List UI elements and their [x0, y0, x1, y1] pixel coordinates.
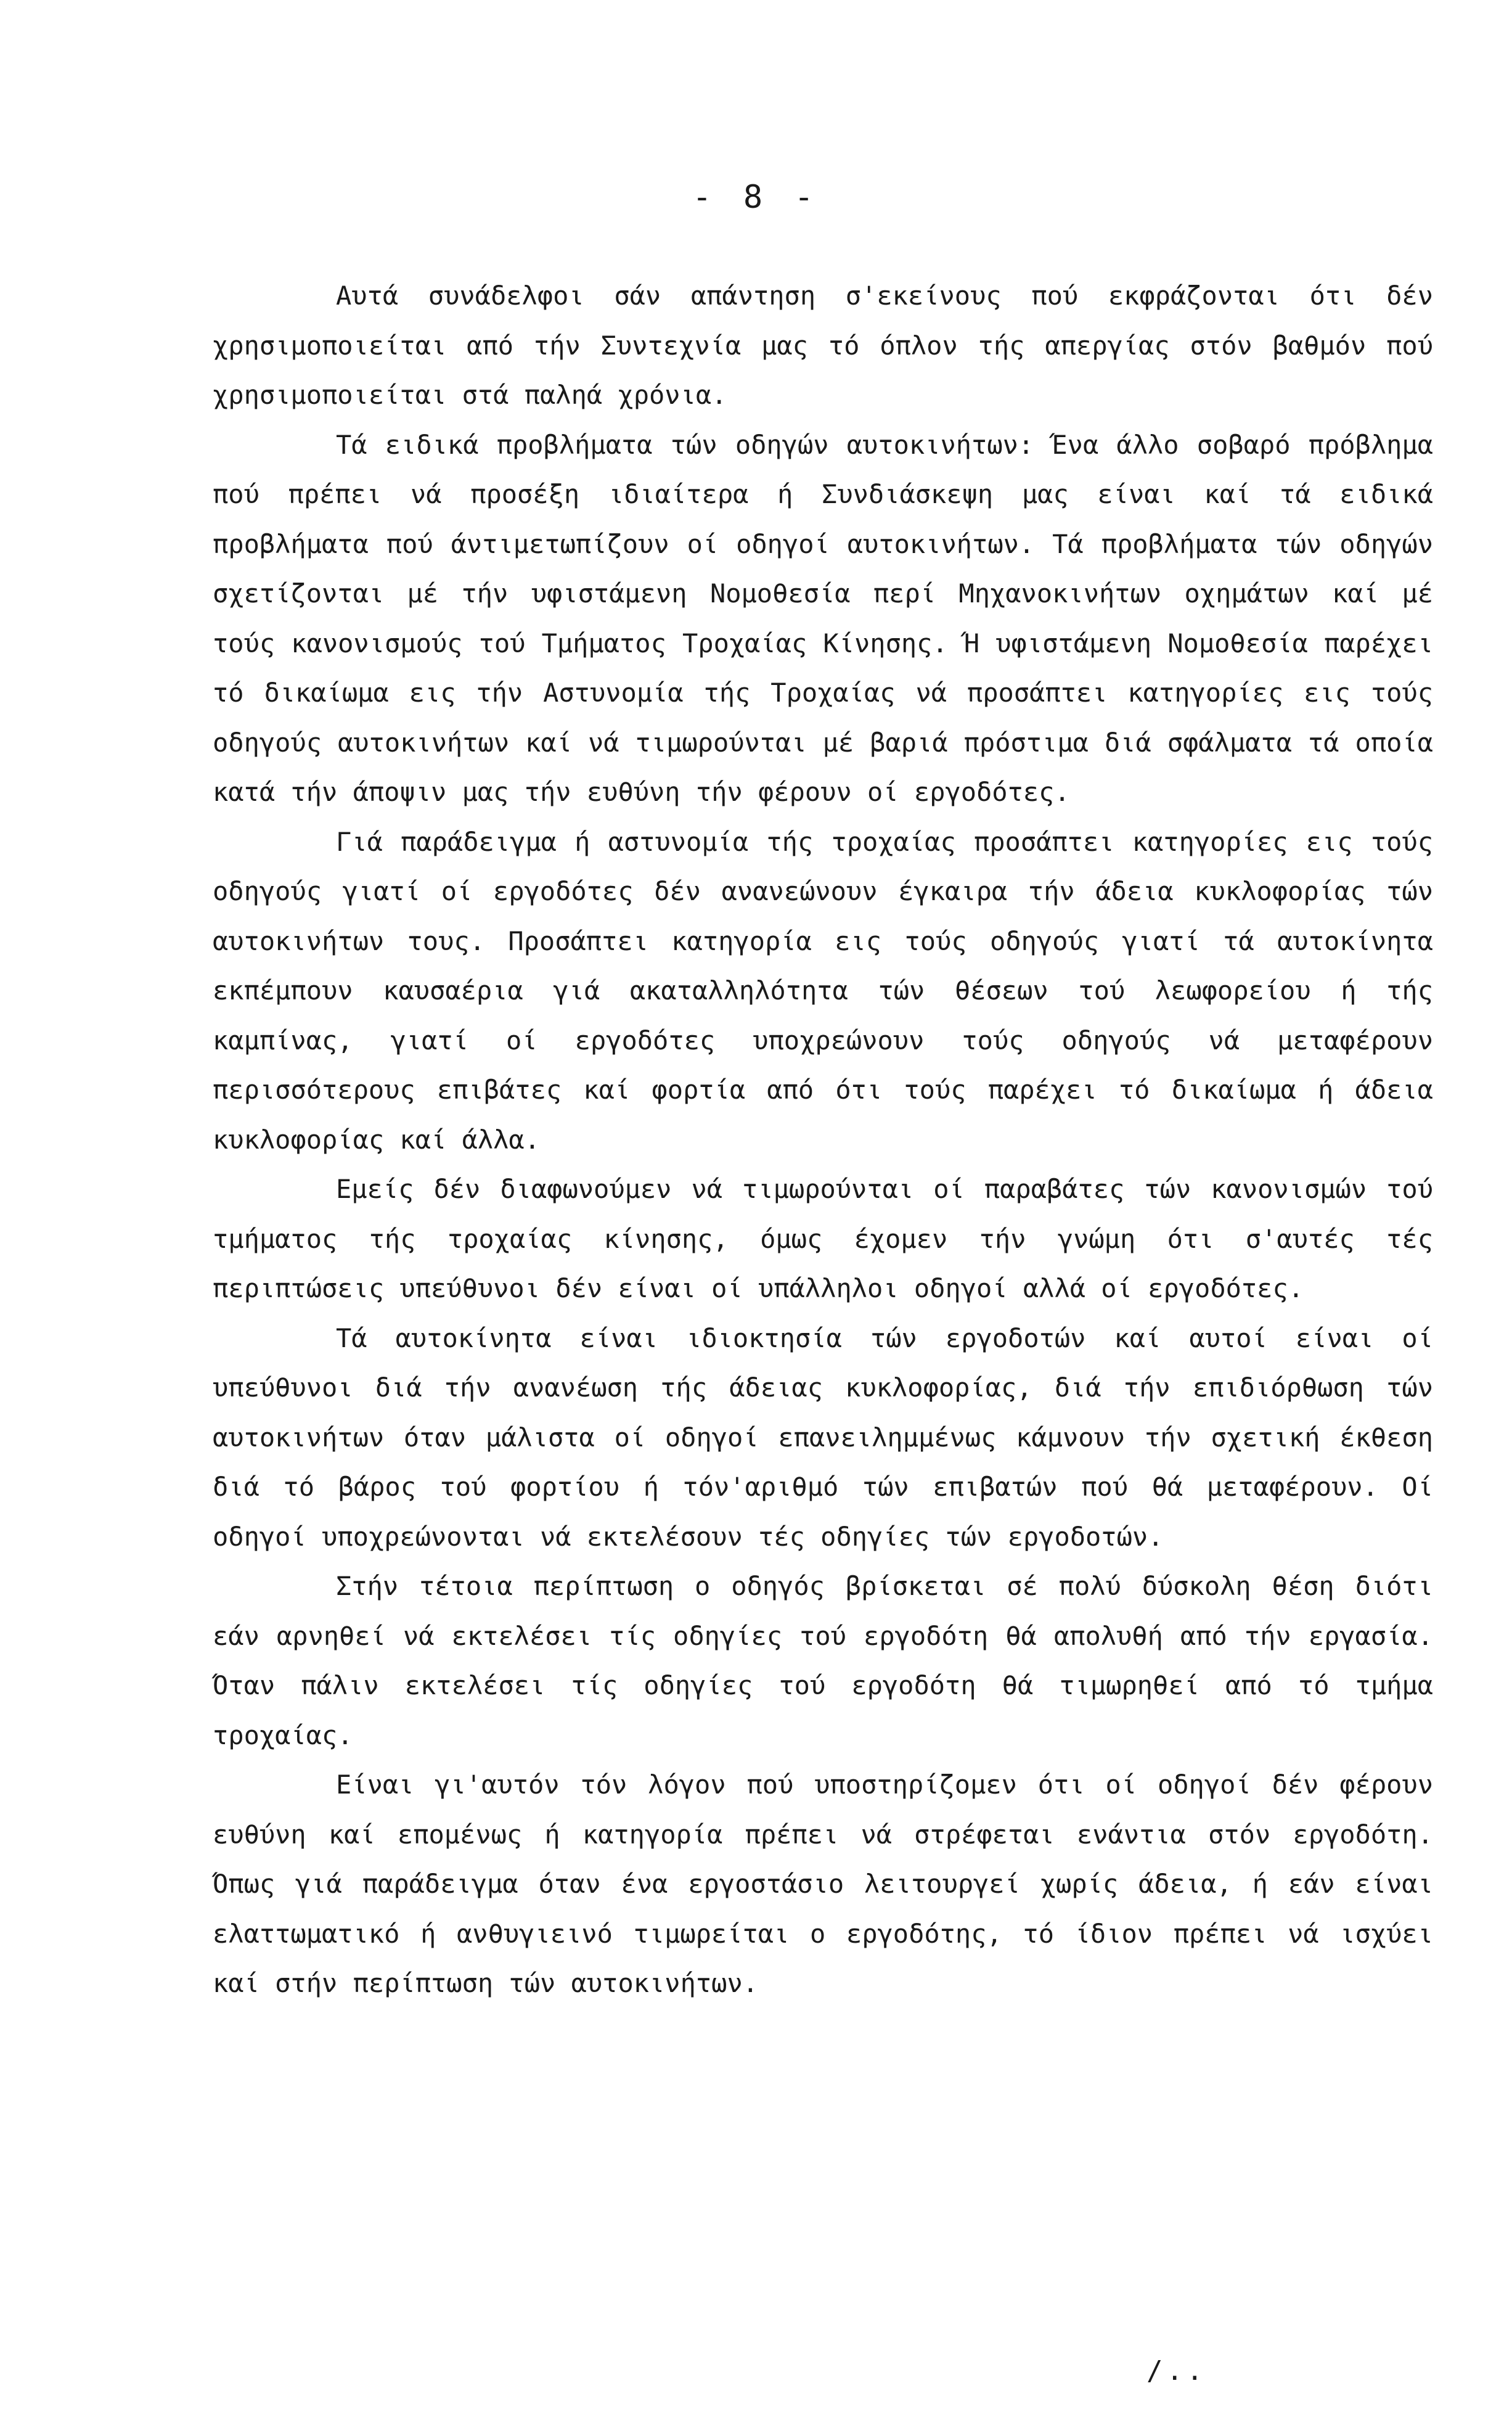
document-body	[213, 271, 1433, 2009]
page-number: - 8 -	[692, 179, 820, 216]
paragraph-4: Εμείς δέν διαφωνούμεν νά τιμωρούνται οί παραβάτες τών κανονισμών τού τμήματος τής τροχαίας κίνησης, όμως έχομεν τήν γνώμη ότι σ'αυτές τές περιπτώσεις υπεύθυνοι δέν είναι οί υπάλληλοι οδηγοί αλλά οί εργοδότες.	[213, 1174, 1433, 1303]
paragraph-6: Στήν τέτοια περίπτωση ο οδηγός βρίσκεται σέ πολύ δύσκολη θέση διότι εάν αρνηθεί νά εκτελέσει τίς οδηγίες τού εργοδότη θά απολυθή από τήν εργασία. Όταν πάλιν εκτελέσει τίς οδηγίες τού εργοδότη θά τιμωρηθεί από τό τμήμα τροχαίας.	[213, 1571, 1433, 1750]
paragraph-1: Αυτά συνάδελφοι σάν απάντηση σ'εκείνους πού εκφράζονται ότι δέν χρησιμοποιείται από τήν Συντεχνία μας τό όπλον τής απεργίας στόν βαθμόν πού χρησιμοποιείται στά παληά χρόνια.	[213, 281, 1433, 410]
paragraph-7: Είναι γι'αυτόν τόν λόγον πού υποστηρίζομεν ότι οί οδηγοί δέν φέρουν ευθύνη καί επομένως ή κατηγορία πρέπει νά στρέφεται ενάντια στόν εργοδότη. Όπως γιά παράδειγμα όταν ένα εργοστάσιο λειτουργεί χωρίς άδεια, ή εάν είναι ελαττωματικό ή ανθυγιεινό τιμωρείται ο εργοδότης, τό ίδιον πρέπει νά ισχύει καί στήν περίπτωση τών αυτοκινήτων.	[213, 1769, 1433, 1998]
continuation-mark: /..	[1146, 2355, 1207, 2387]
paragraph-5: Τά αυτοκίνητα είναι ιδιοκτησία τών εργοδοτών καί αυτοί είναι οί υπεύθυνοι διά τήν ανανέωση τής άδειας κυκλοφορίας, διά τήν επιδιόρθωση τών αυτοκινήτων όταν μάλιστα οί οδηγοί επανειλημμένως κάμνουν τήν σχετική έκθεση διά τό βάρος τού φορτίου ή τόν'αριθμό τών επιβατών πού θά μεταφέρουν. Οί οδηγοί υποχρεώνονται νά εκτελέσουν τές οδηγίες τών εργοδοτών.	[213, 1322, 1433, 1552]
paragraph-3: Γιά παράδειγμα ή αστυνομία τής τροχαίας προσάπτει κατηγορίες εις τούς οδηγούς γιατί οί εργοδότες δέν ανανεώνουν έγκαιρα τήν άδεια κυκλοφορίας τών αυτοκινήτων τους. Προσάπτει κατηγορία εις τούς οδηγούς γιατί τά αυτοκίνητα εκπέμπουν καυσαέρια γιά ακαταλληλότητα τών θέσεων τού λεωφορείου ή τής καμπίνας, γιατί οί εργοδότες υποχρεώνουν τούς οδηγούς νά μεταφέρουν περισσότερους επιβάτες καί φορτία από ότι τούς παρέχει τό δικαίωμα ή άδεια κυκλοφορίας καί άλλα.	[213, 826, 1433, 1155]
paragraph-2: Τά ειδικά προβλήματα τών οδηγών αυτοκινήτων: Ένα άλλο σοβαρό πρόβλημα πού πρέπει νά προσέξη ιδιαίτερα ή Συνδιάσκεψη μας είναι καί τά ειδικά προβλήματα πού άντιμετωπίζουν οί οδηγοί αυτοκινήτων. Τά προβλήματα τών οδηγών σχετίζονται μέ τήν υφιστάμενη Νομοθεσία περί Μηχανοκινήτων οχημάτων καί μέ τούς κανονισμούς τού Τμήματος Τροχαίας Κίνησης. Ή υφιστάμενη Νομοθεσία παρέχει τό δικαίωμα εις τήν Αστυνομία τής Τροχαίας νά προσάπτει κατηγορίες εις τούς οδηγούς αυτοκινήτων καί νά τιμωρούνται μέ βαριά πρόστιμα διά σφάλματα τά οποία κατά τήν άποψιν μας τήν ευθύνη τήν φέρουν οί εργοδότες.	[213, 429, 1433, 807]
